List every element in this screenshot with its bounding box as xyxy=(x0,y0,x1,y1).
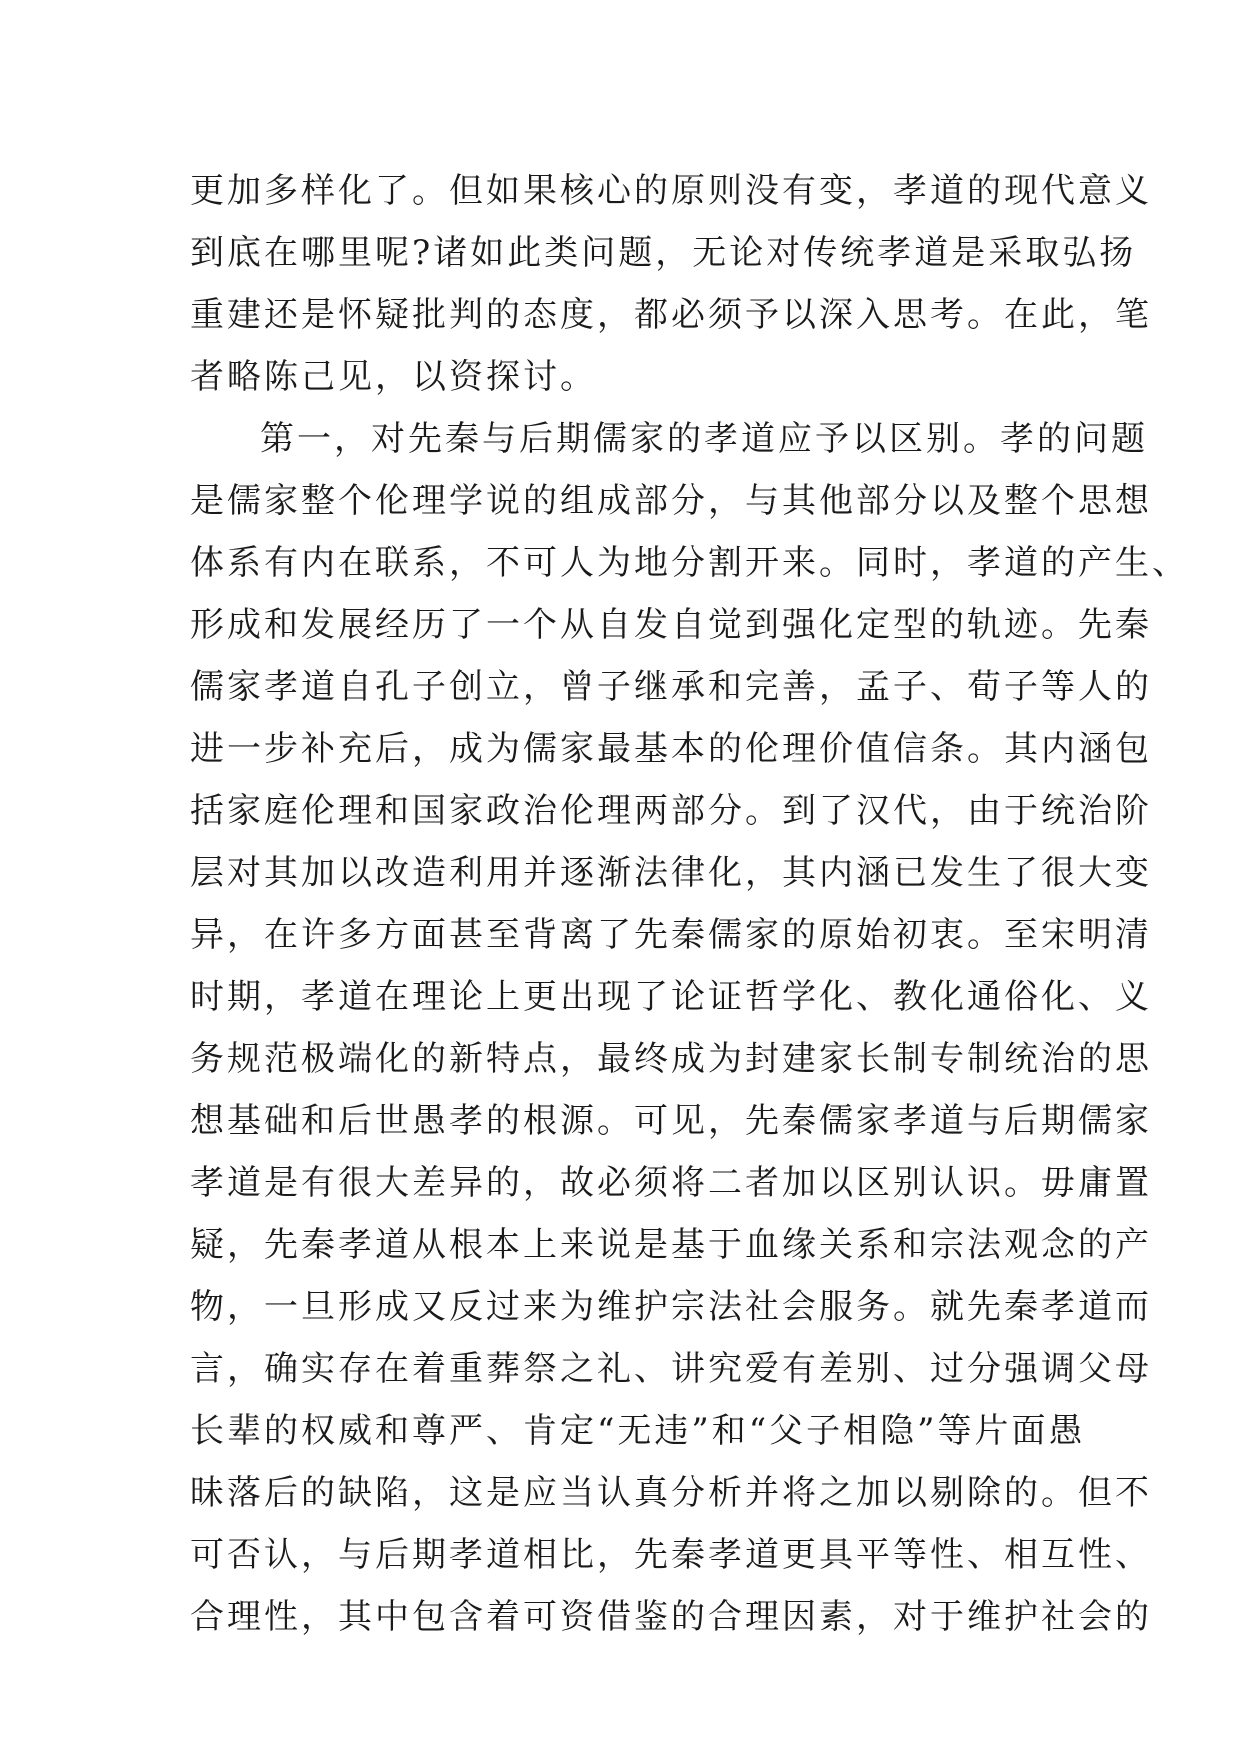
text-line: 合理性，其中包含着可资借鉴的合理因素，对于维护社会的 xyxy=(190,1597,1152,1637)
text-line: 体系有内在联系，不可人为地分割开来。同时，孝道的产生、 xyxy=(190,543,1189,583)
text-line: 层对其加以改造利用并逐渐法律化，其内涵已发生了很大变 xyxy=(190,853,1152,893)
text-line: 进一步补充后，成为儒家最基本的伦理价值信条。其内涵包 xyxy=(190,729,1152,769)
text-line: 可否认，与后期孝道相比，先秦孝道更具平等性、相互性、 xyxy=(190,1535,1152,1575)
text-line: 更加多样化了。但如果核心的原则没有变，孝道的现代意义 xyxy=(190,171,1152,211)
text-line: 孝道是有很大差异的，故必须将二者加以区别认识。毋庸置 xyxy=(190,1163,1152,1203)
text-line: 时期，孝道在理论上更出现了论证哲学化、教化通俗化、义 xyxy=(190,977,1152,1017)
text-line: 者略陈己见，以资探讨。 xyxy=(190,357,597,397)
text-line: 儒家孝道自孔子创立，曾子继承和完善，孟子、荀子等人的 xyxy=(190,667,1152,707)
text-line: 想基础和后世愚孝的根源。可见，先秦儒家孝道与后期儒家 xyxy=(190,1101,1152,1141)
body-text xyxy=(190,160,1189,1648)
text-line: 长辈的权威和尊严、肯定“无违”和“父子相隐”等片面愚 xyxy=(190,1411,1086,1451)
text-line: 异，在许多方面甚至背离了先秦儒家的原始初衷。至宋明清 xyxy=(190,915,1152,955)
text-line: 务规范极端化的新特点，最终成为封建家长制专制统治的思 xyxy=(190,1039,1152,1079)
text-line: 言，确实存在着重葬祭之礼、讲究爱有差别、过分强调父母 xyxy=(190,1349,1152,1389)
text-line: 物，一旦形成又反过来为维护宗法社会服务。就先秦孝道而 xyxy=(190,1287,1152,1327)
text-line: 重建还是怀疑批判的态度，都必须予以深入思考。在此，笔 xyxy=(190,295,1152,335)
text-line: 第一，对先秦与后期儒家的孝道应予以区别。孝的问题 xyxy=(260,419,1148,459)
text-line: 括家庭伦理和国家政治伦理两部分。到了汉代，由于统治阶 xyxy=(190,791,1152,831)
text-line: 疑，先秦孝道从根本上来说是基于血缘关系和宗法观念的产 xyxy=(190,1225,1152,1265)
text-line: 是儒家整个伦理学说的组成部分，与其他部分以及整个思想 xyxy=(190,481,1152,521)
text-line: 形成和发展经历了一个从自发自觉到强化定型的轨迹。先秦 xyxy=(190,605,1152,645)
text-line: 到底在哪里呢?诸如此类问题，无论对传统孝道是采取弘扬 xyxy=(190,233,1137,273)
text-line: 昧落后的缺陷，这是应当认真分析并将之加以剔除的。但不 xyxy=(190,1473,1152,1513)
